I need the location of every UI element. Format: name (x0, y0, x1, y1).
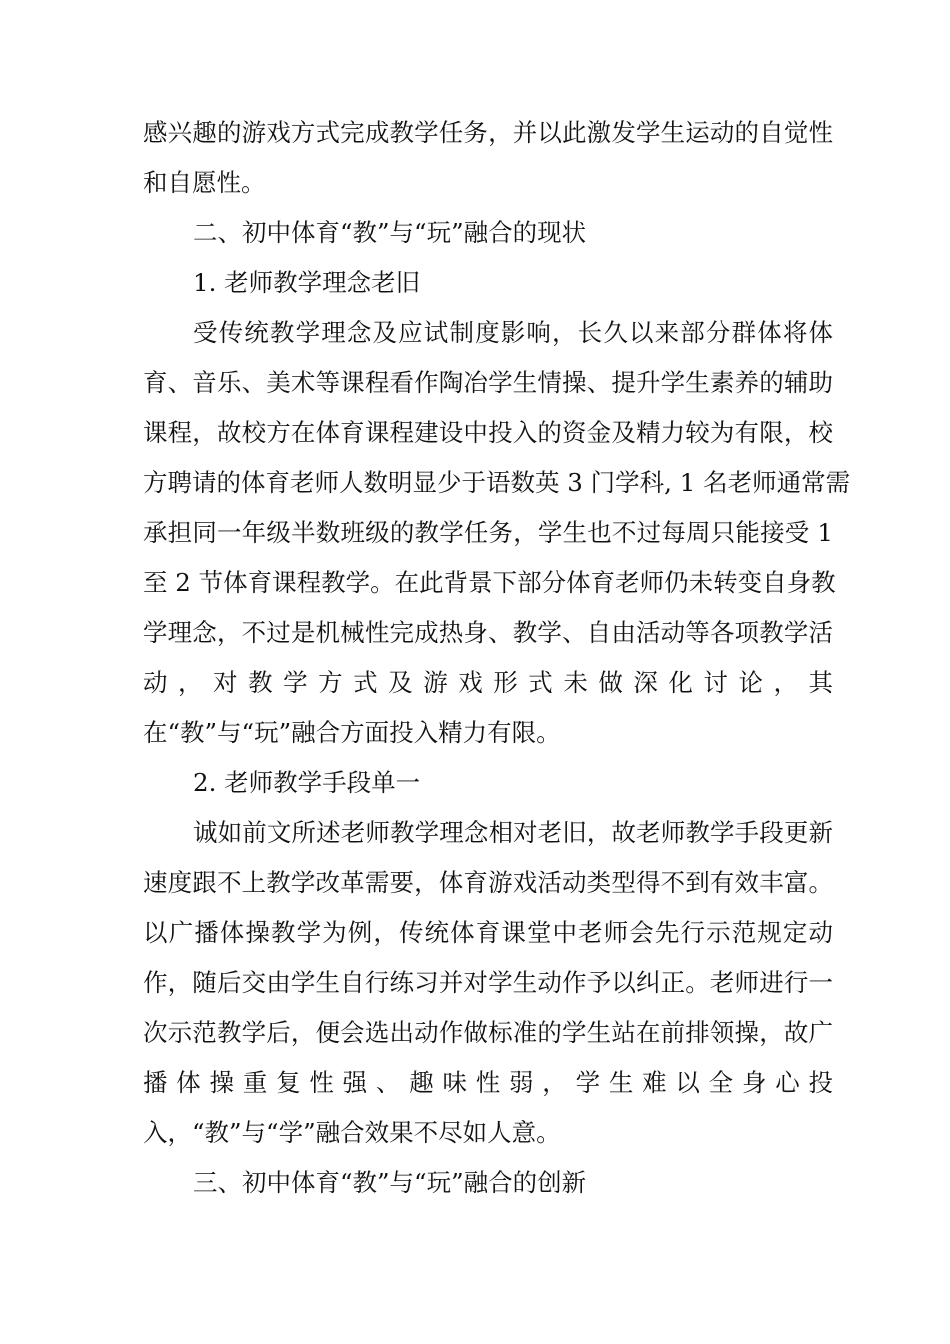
paragraph-line: 至 2 节体育课程教学。在此背景下部分体育老师仍未转变自身教 (143, 568, 836, 597)
paragraph-line: 速度跟不上教学改革需要，体育游戏活动类型得不到有效丰富。 (143, 868, 833, 897)
paragraph-line: 动 ， 对 教 学 方 式 及 游 戏 形 式 未 做 深 化 讨 论 ， 其 (143, 668, 833, 697)
paragraph-line: 播 体 操 重 复 性 强 、 趣 味 性 弱 ， 学 生 难 以 全 身 心 投 (143, 1068, 833, 1097)
paragraph-line: 诚如前文所述老师教学理念相对老旧，故老师教学手段更新 (193, 818, 833, 847)
paragraph-line: 受传统教学理念及应试制度影响，长久以来部分群体将体 (193, 318, 833, 347)
paragraph-line: 和自愿性。 (143, 168, 266, 197)
paragraph-line: 入，“教”与“学”融合效果不尽如人意。 (143, 1118, 561, 1147)
paragraph-line: 在“教”与“玩”融合方面投入精力有限。 (143, 718, 561, 747)
paragraph-line: 作，随后交由学生自行练习并对学生动作予以纠正。老师进行一 (143, 968, 833, 997)
section-heading: 二、初中体育“教”与“玩”融合的现状 (193, 218, 587, 247)
paragraph-line: 感兴趣的游戏方式完成教学任务，并以此激发学生运动的自觉性 (143, 118, 833, 147)
paragraph-line: 次示范教学后，便会选出动作做标准的学生站在前排领操，故广 (143, 1018, 833, 1047)
paragraph-line: 学理念，不过是机械性完成热身、教学、自由活动等各项教学活 (143, 618, 833, 647)
section-heading: 三、初中体育“教”与“玩”融合的创新 (193, 1168, 587, 1197)
paragraph-line: 方聘请的体育老师人数明显少于语数英 3 门学科, 1 名老师通常需 (143, 468, 851, 497)
subsection-heading: 1. 老师教学理念老旧 (193, 268, 421, 297)
subsection-heading: 2. 老师教学手段单一 (193, 768, 421, 797)
paragraph-line: 课程，故校方在体育课程建设中投入的资金及精力较为有限，校 (143, 418, 833, 447)
paragraph-line: 承担同一年级半数班级的教学任务，学生也不过每周只能接受 1 (143, 518, 833, 547)
paragraph-line: 以广播体操教学为例，传统体育课堂中老师会先行示范规定动 (143, 918, 833, 947)
paragraph-line: 育、音乐、美术等课程看作陶冶学生情操、提升学生素养的辅助 (143, 368, 833, 397)
